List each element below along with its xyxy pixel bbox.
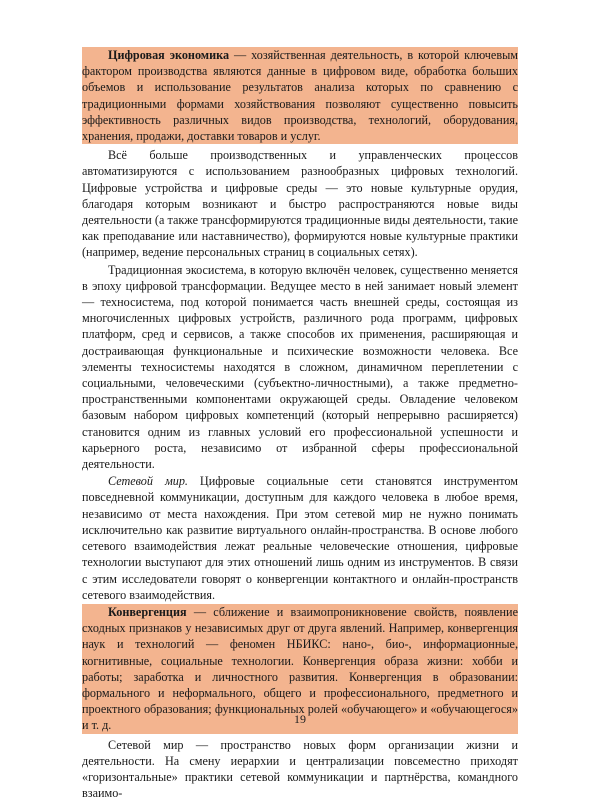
term-network-world: Сетевой мир.: [108, 474, 188, 489]
term-convergence: Конвергенция: [108, 604, 187, 619]
page-content: [82, 47, 518, 801]
paragraph-text: Сетевой мир — пространство новых форм организации жизни и деятельности. На смену иерархии и централизации повсеместно приходят «горизонтальные» практики сетевой коммуникации и партнёрства, командного взаимо-: [82, 737, 518, 801]
paragraph-text: Всё больше производственных и управленческих процессов автоматизируются с использованием разнообразных цифровых технологий. Цифровые устройства и цифровые среды — это новые культурные орудия, благодаря которым возникают и быстро распространяются новые виды деятельности (а также трансформируются традиционные виды деятельности, такие как преподавание или наставничество), формируются новые культурные практики (например, ведение персональных страниц в социальных сетях).: [82, 148, 518, 260]
definition-text: — хозяйственная деятельность, в которой ключевым фактором производства являются данные в цифровом виде, обработка больших объемов и использование результатов анализа которых по сравнению с традиционными формами хозяйствования позволяют существенно повысить эффективность различных видов производства, технологий, оборудования, хранения, продажи, доставки товаров и услуг.: [82, 48, 518, 144]
definition-digital-economy: [82, 47, 518, 144]
paragraph-network-world-space: [82, 737, 518, 801]
paragraph-text: Цифровые социальные сети становятся инструментом повседневной коммуникации, доступным для каждого человека в любое время, независимо от места нахождения. При этом сетевой мир не нужно понимать исключительно как развитие виртуального онлайн-пространства. В основе любого сетевого взаимодействия лежат реальные человеческие отношения, цифровые технологии выступают для этих отношений лишь одним из инструментов. В связи с этим исследователи говорят о конвергенции контактного и онлайн-пространств сетевого взаимодействия.: [82, 474, 518, 602]
term-digital-economy: Цифровая экономика: [108, 48, 230, 62]
definition-text: — сближение и взаимопроникновение свойств, появление сходных признаков у независимых друг от друга явлений. Например, конвергенция наук и технологий — феномен НБИКС: нано-, био-, информационные, когнитивные, социальные технологии. Конвергенция образа жизни: хобби и работы; заработка и личностного развития. Конвергенция в образовании: формального и неформального, общего и профессионального, предметного и проектного образования; функциональных ролей «обучающего» и «обучающегося» и т. д.: [82, 604, 518, 733]
page-number: 19: [294, 712, 306, 726]
paragraph-network-world: [82, 473, 518, 603]
paragraph-automation: [82, 147, 518, 260]
paragraph-ecosystem: [82, 262, 518, 473]
paragraph-text: Традиционная экосистема, в которую включён человек, существенно меняется в эпоху цифровой трансформации. Ведущее место в ней занимает новый элемент — техносистема, под которой понимается часть внешней среды, состоящая из многочисленных цифровых устройств, различного рода программ, цифровых платформ, сред и сервисов, а также способов их применения, расширяющая и достраивающая функциональные и психические возможности человека. Все элементы техносистемы находятся в сложном, динамичном переплетении с социальными, человеческими (субъектно-личностными), а также предметно-пространственными компонентами окружающей среды. Овладение человеком базовым набором цифровых компетенций (который непрерывно расширяется) становится одним из главных условий его профессиональной успешности и карьерного роста, независимо от избранной сферы профессиональной деятельности.: [82, 262, 518, 472]
